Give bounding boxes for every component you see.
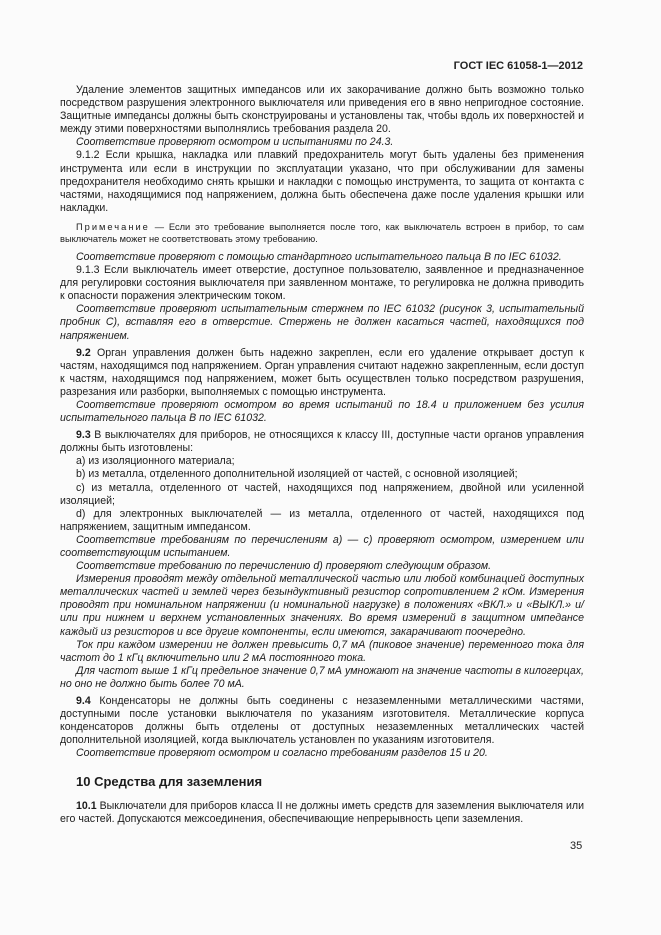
- compliance-text: Соответствие проверяют с помощью стандартного испытательного пальца B по IEC 61032.: [76, 250, 562, 263]
- clause-9-3: [60, 429, 584, 455]
- note-label: Примечание: [76, 221, 150, 232]
- measurement-text: Измерения проводят между отдельной металлической частью или любой комбинацией доступных металлических частей и землей через безындуктивный резистор сопротивлением 2 кОм. Измерения проводят при номинальном напряжении (и номинальной нагрузке) в положениях «ВКЛ.» и «ВЫКЛ.» и/или при нижнем и верхнем установленных значениях. Во время измерений в защитном импедансе каждый из резисторов и все другие компоненты, если имеются, закарачивают поочередно.: [60, 573, 584, 638]
- list-item-c: c) из металла, отделенного от частей, находящихся под напряжением, двойной или усиленной изоляцией;: [60, 481, 584, 507]
- compliance-text: Соответствие проверяют испытательным стержнем по IEC 61032 (рисунок 3, испытательный пробник С), вставляя его в отверстие. Стержень не должен касаться частей, находящихся под напряжением.: [60, 303, 584, 342]
- list-item-d: d) для электронных выключателей — из металла, отделенного от частей, находящихся под напряжением, защитным импедансом.: [60, 507, 584, 533]
- clause-number: 9.3: [76, 429, 91, 442]
- current-limit-text: Ток при каждом измерении не должен превысить 0,7 мА (пиковое значение) переменного тока для частот до 1 кГц включительно или 2 мА постоянного тока.: [60, 638, 584, 664]
- list-item-a: a) из изоляционного материала;: [76, 455, 235, 468]
- clause-10-1: [60, 800, 584, 826]
- page-number: 35: [570, 840, 583, 852]
- clause-number: 9.2: [76, 346, 91, 359]
- note-text: — Если это требование выполняется после того, как выключатель встроен в прибор, то сам выключатель может не соответствовать этому требованию.: [60, 221, 584, 244]
- list-item-b: b) из металла, отделенного дополнительной изоляцией от частей, с основной изоляцией;: [76, 468, 518, 481]
- clause-9-4: [60, 695, 584, 747]
- frequency-limit-text: Для частот выше 1 кГц предельное значение 0,7 мА умножают на значение частоты в килогерцах, но оно не должно быть более 70 мА.: [60, 664, 584, 690]
- note-paragraph: [60, 221, 584, 245]
- compliance-text: Соответствие проверяют осмотром и испытаниями по 24.3.: [76, 136, 394, 149]
- document-header: ГОСТ IEC 61058-1—2012: [453, 60, 583, 72]
- clause-text: Выключатели для приборов класса II не должны иметь средств для заземления выключателя или его частей. Допускаются межсоединения, обеспечивающие непрерывность цепи заземления.: [60, 799, 584, 825]
- compliance-text: Соответствие проверяют осмотром и согласно требованиям разделов 15 и 20.: [76, 747, 488, 760]
- compliance-text: Соответствие требованию по перечислению d) проверяют следующим образом.: [76, 560, 492, 573]
- section-heading: 10 Средства для заземления: [76, 773, 263, 789]
- document-body: [60, 84, 584, 826]
- clause-9-1-3: 9.1.3 Если выключатель имеет отверстие, доступное пользователю, заявленное и предназначенное для регулировки состояния выключателя при заявленном монтаже, то регулировка не должна приводить к опасности поражения электрическим током.: [60, 264, 584, 303]
- clause-number: 10.1: [76, 799, 97, 812]
- clause-9-2: [60, 347, 584, 399]
- clause-9-1-2: 9.1.2 Если крышка, накладка или плавкий предохранитель могут быть удалены без применения инструмента или если в инструкции по эксплуатации указано, что при обслуживании для замены предохранителя необходимо снять крышки и накладки с помощью инструмента, то защита от контакта с частями, находящимися под напряжением, должна быть обеспечена даже после удаления крышки или накладки.: [60, 149, 584, 214]
- clause-text: В выключателях для приборов, не относящихся к классу III, доступные части органов управления должны быть изготовлены:: [60, 429, 584, 455]
- paragraph: Удаление элементов защитных импедансов или их закорачивание должно быть возможно только посредством разрушения электронного выключателя или приведения его в явно непригодное состояние. Защитные импедансы должны быть сконструированы и установлены так, чтобы вдоль их поверхностей и между этими поверхностями выполнялись требования раздела 20.: [60, 84, 584, 136]
- clause-text: Конденсаторы не должны быть соединены с незаземленными металлическими частями, доступными после установки выключателя по указаниям изготовителя. Металлические корпуса конденсаторов должны быть отделены от доступных незаземленных металлических частей дополнительной изоляцией, когда выключатель установлен по указаниям изготовителя.: [60, 695, 584, 747]
- clause-text: Орган управления должен быть надежно закреплен, если его удаление открывает доступ к частям, находящимся под напряжением. Орган управления считают надежно закрепленным, если доступ к частям, находящимся под напряжением, может быть осуществлен только посредством разрушения, разрезания или разборки, выполняемых с помощью инструмента.: [60, 346, 584, 398]
- compliance-text: Соответствие проверяют осмотром во время испытаний по 18.4 и приложением без усилия испытательного пальца B по IEC 61032.: [60, 398, 584, 425]
- clause-number: 9.4: [76, 695, 91, 708]
- compliance-text: Соответствие требованиям по перечислениям а) — с) проверяют осмотром, измерением или соответствующим испытанием.: [60, 533, 584, 559]
